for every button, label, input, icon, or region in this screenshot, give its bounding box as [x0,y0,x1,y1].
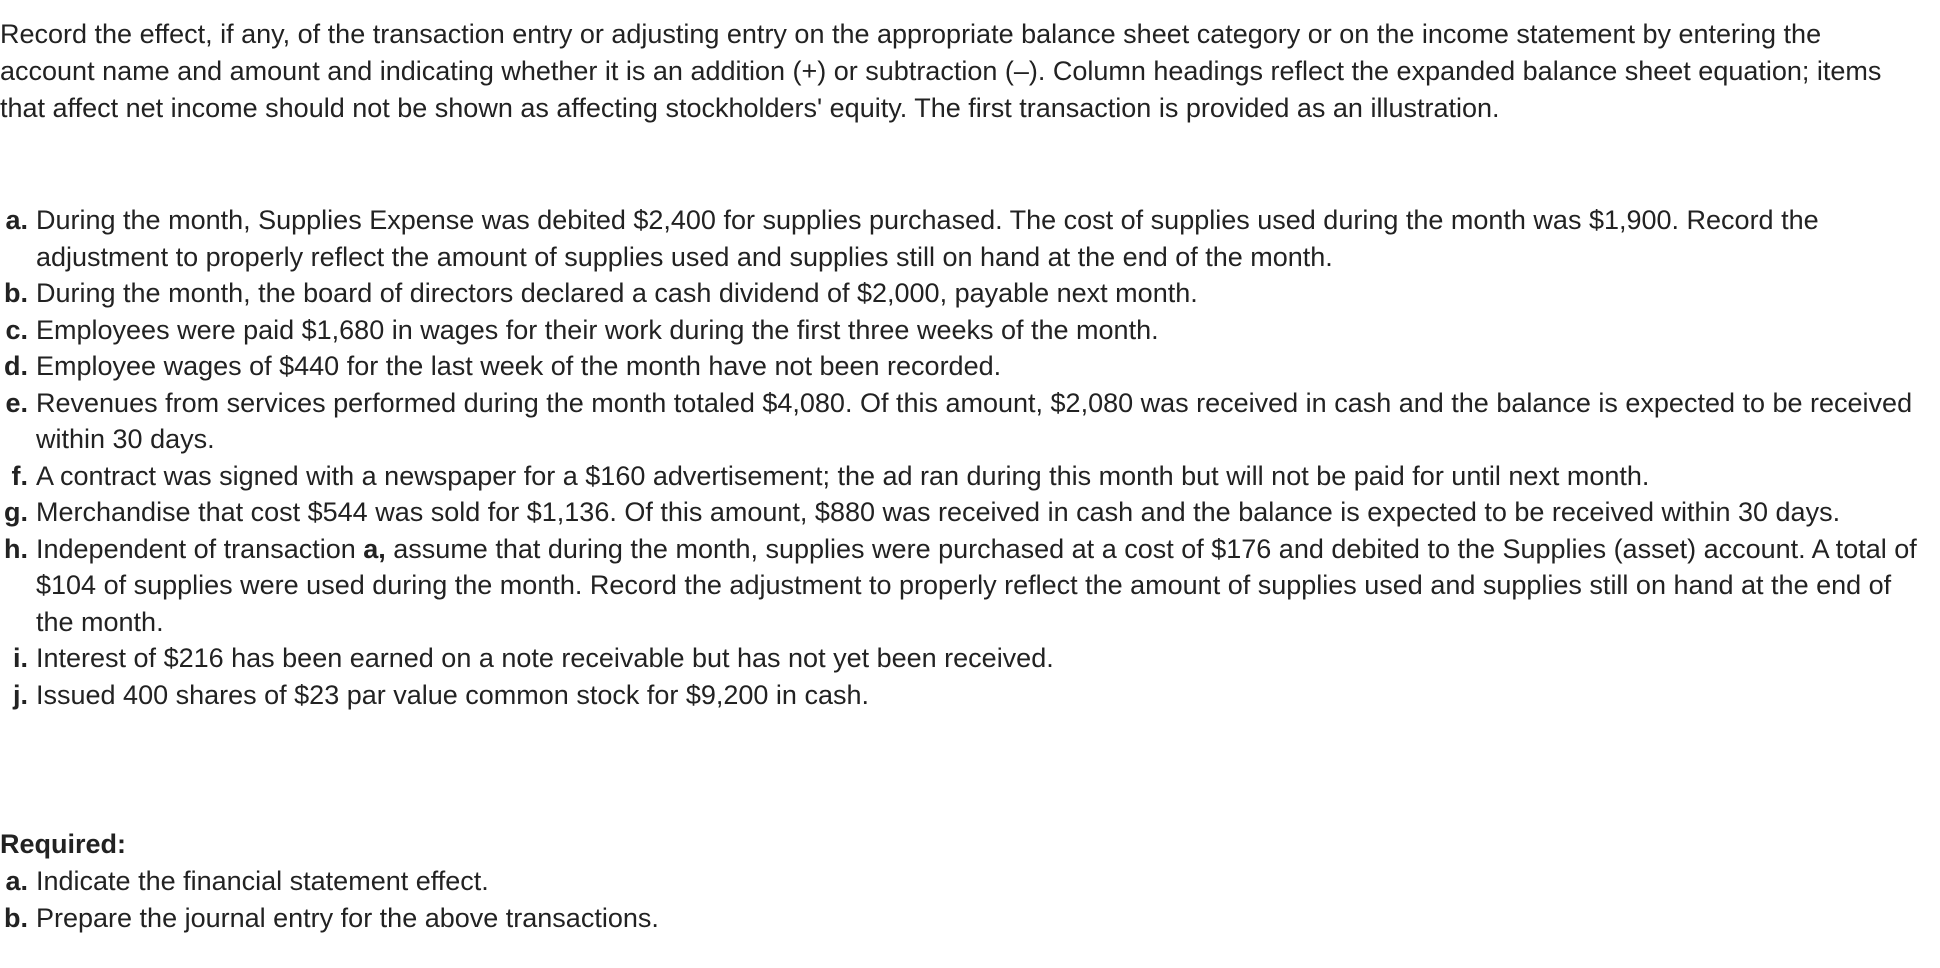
transaction-list [0,202,1920,713]
transaction-item-e [0,385,1920,458]
item-text: Merchandise that cost $544 was sold for $1,136. Of this amount, $880 was received in cash and the balance is expected to be received within 30 days. [36,497,1841,527]
item-letter: j. [12,679,28,710]
item-letter: d. [4,351,28,381]
transaction-item-c [0,312,1920,349]
required-item-a [0,863,1000,900]
transaction-item-f [0,458,1920,495]
item-letter: c. [5,314,28,345]
item-text: Issued 400 shares of $23 par value common stock for $9,200 in cash. [36,679,869,710]
required-item-b [0,900,1000,937]
transaction-item-h [0,531,1920,641]
item-letter: e. [5,387,28,418]
item-text: Employee wages of $440 for the last week of the month have not been recorded. [36,351,1002,381]
item-text: Indicate the financial statement effect. [36,866,489,896]
item-text: Revenues from services performed during the month totaled $4,080. Of this amount, $2,080 was received in cash and the balance is expected to be received within 30 days. [36,387,1913,454]
required-heading: Required: [0,829,127,859]
item-text [36,531,1920,641]
item-letter: h. [4,533,28,564]
item-text: Prepare the journal entry for the above transactions. [36,903,659,933]
transaction-item-a [0,202,1920,275]
item-letter: i. [12,643,28,673]
item-text-after: assume that during the month, supplies were purchased at a cost of $176 and debited to the Supplies (asset) account. A total of $104 of supplies were used during the month. Record the adjustment to properly reflect the amount of supplies used and supplies still on hand at the end of the month. [36,533,1917,637]
transaction-item-i [0,640,1920,677]
transaction-item-g [0,494,1920,531]
transaction-item-b [0,275,1920,312]
item-letter: b. [4,903,28,933]
item-letter: f. [11,460,28,491]
item-text-bold-reference: a, [363,533,386,564]
item-text: A contract was signed with a newspaper for a $160 advertisement; the ad ran during this month but will not be paid for until next month. [36,460,1650,491]
transaction-item-d [0,348,1920,385]
item-letter: g. [4,497,28,527]
item-letter: b. [4,278,28,308]
item-text: During the month, Supplies Expense was debited $2,400 for supplies purchased. The cost of supplies used during the month was $1,900. Record the adjustment to properly reflect the amount of supplies used and supplies still on hand at the end of the month. [36,205,1819,272]
item-text: Interest of $216 has been earned on a note receivable but has not yet been received. [36,643,1054,673]
required-list [0,863,1000,937]
item-letter: a. [5,205,28,235]
item-letter: a. [5,866,28,896]
item-text: Employees were paid $1,680 in wages for their work during the first three weeks of the month. [36,314,1159,345]
item-text: During the month, the board of directors declared a cash dividend of $2,000, payable next month. [36,278,1198,308]
transaction-item-j [0,677,1920,714]
item-text-before: Independent of transaction [36,533,364,564]
instructions-paragraph: Record the effect, if any, of the transaction entry or adjusting entry on the appropriate balance sheet category or on the income statement by entering the account name and amount and indicating whether it is an addition (+) or subtraction (–). Column headings reflect the expanded balance sheet equation; items that affect net income should not be shown as affecting stockholders' equity. The first transaction is provided as an illustration. [0,19,1882,123]
